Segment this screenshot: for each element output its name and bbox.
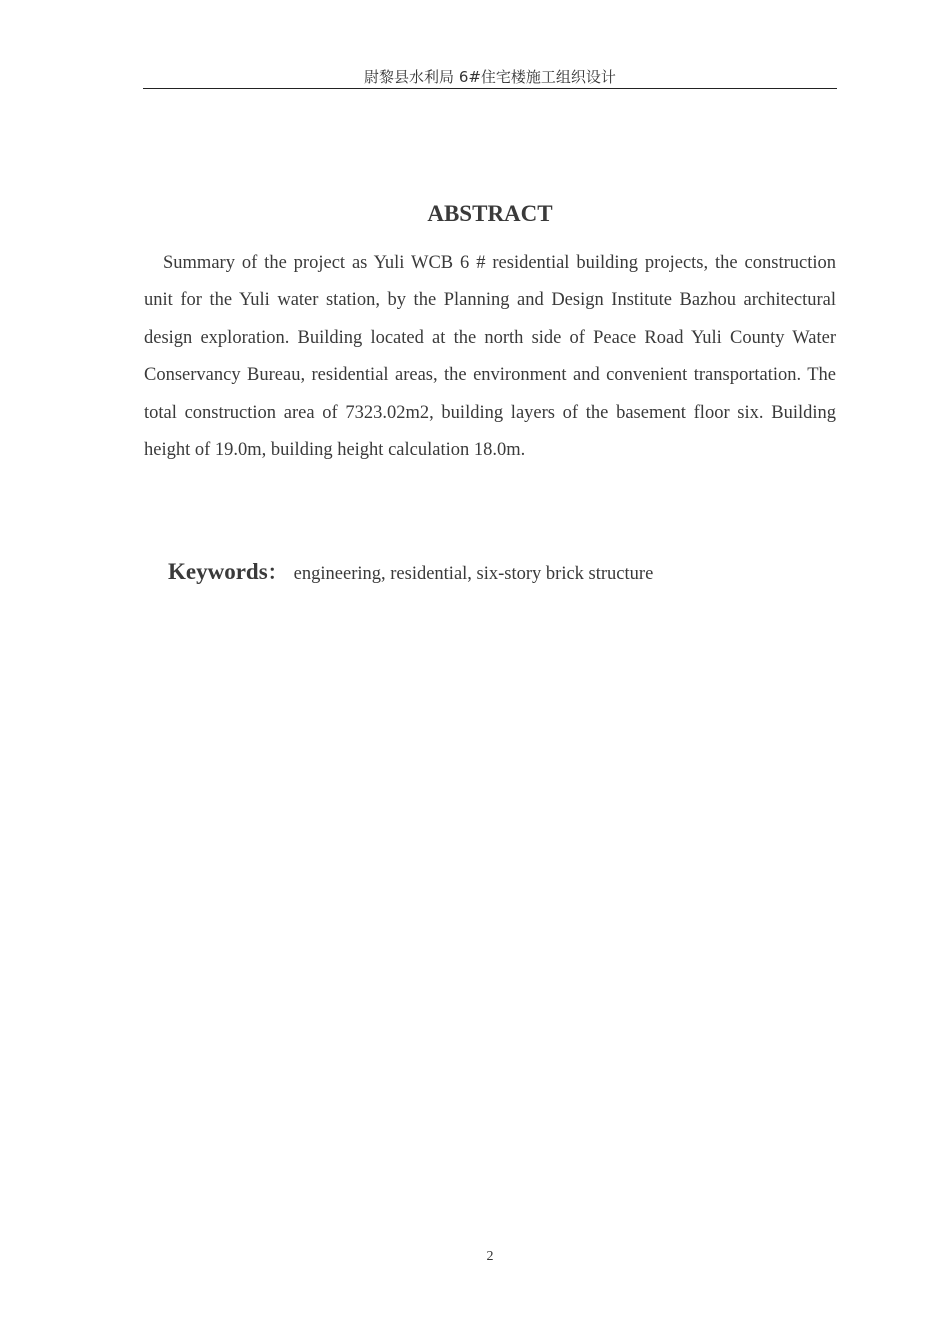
running-header: 尉黎县水利局 6#住宅楼施工组织设计 (364, 68, 616, 86)
keywords-line (168, 556, 828, 590)
keywords-separator: ： (267, 560, 288, 584)
abstract-title: ABSTRACT (427, 201, 553, 226)
header-divider (143, 88, 837, 89)
abstract-paragraph: Summary of the project as Yuli WCB 6 # residential building projects, the construction unit for the Yuli water station, by the Planning and Design Institute Bazhou architectural design exploration. Building located at the north side of Peace Road Yuli County Water Conservancy Bureau, residential areas, the environment and convenient transportation. The total construction area of 7323.02m2, building layers of the basement floor six. Building height of 19.0m, building height calculation 18.0m. (144, 253, 836, 461)
page-number: 2 (486, 1249, 494, 1264)
keywords-value: engineering, residential, six-story brick structure (293, 564, 654, 584)
keywords-label: Keywords (168, 559, 268, 584)
